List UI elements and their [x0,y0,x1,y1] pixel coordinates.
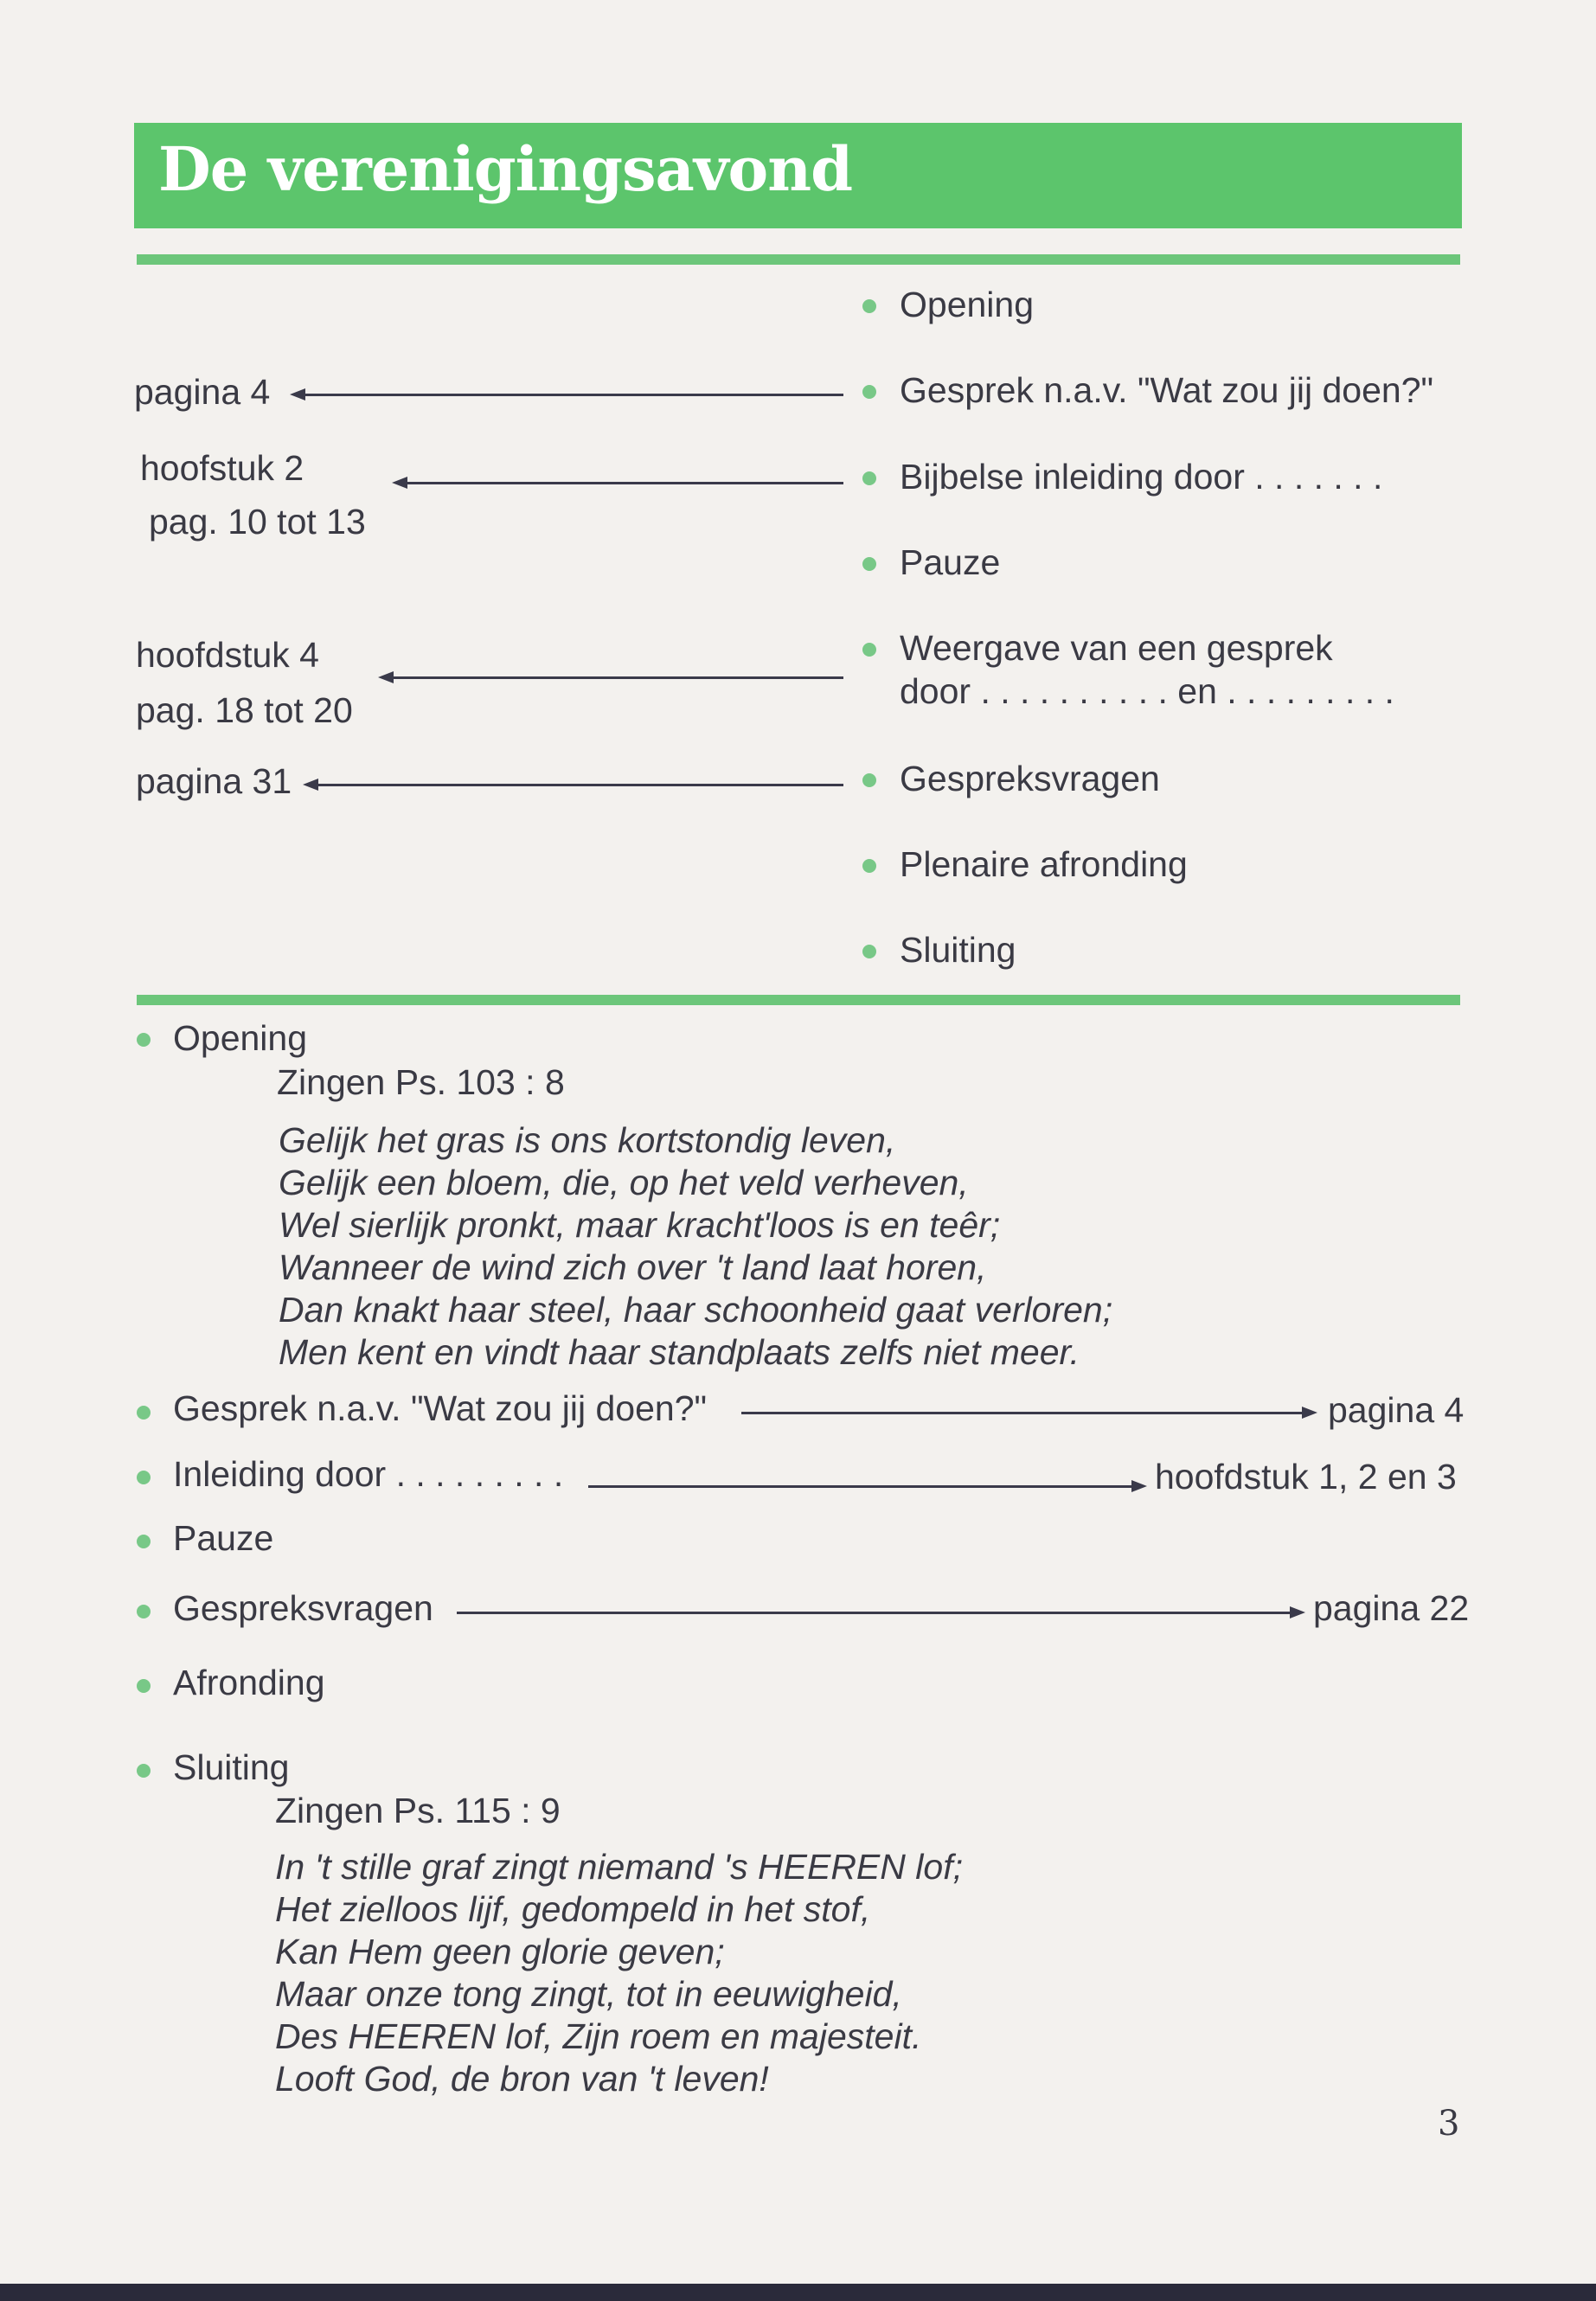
connector-line [303,394,843,396]
connector-line [391,676,843,679]
program-pauze: Pauze [173,1518,274,1558]
ref-pag-18-20: pag. 18 tot 20 [136,690,353,730]
ref-pag-10-13: pag. 10 tot 13 [149,502,366,542]
verse-line: In 't stille graf zingt niemand 's HEEREN lof; [275,1847,963,1887]
bullet-icon [862,471,876,485]
overview-gesprek: Gesprek n.a.v. "Wat zou jij doen?" [900,370,1434,410]
bullet-icon [137,1406,151,1420]
program-sluiting: Sluiting [173,1747,290,1787]
opening-verse [279,1119,1112,1374]
title-banner [134,123,1462,228]
verse-line: Kan Hem geen glorie geven; [275,1932,725,1971]
opening-song: Zingen Ps. 103 : 8 [277,1062,565,1102]
overview-opening: Opening [900,285,1035,324]
bullet-icon [862,773,876,787]
bullet-icon [137,1535,151,1548]
verse-line: Gelijk een bloem, die, op het veld verheven, [279,1163,969,1202]
program-inleiding: Inleiding door . . . . . . . . . [173,1454,564,1494]
bullet-icon [862,557,876,571]
program-gesprek: Gesprek n.a.v. "Wat zou jij doen?" [173,1388,708,1428]
gesprek-ref: pagina 4 [1328,1390,1465,1430]
sluiting-song: Zingen Ps. 115 : 9 [275,1791,561,1830]
ref-hoofdstuk-4: hoofdstuk 4 [136,635,319,675]
divider-top [137,254,1460,265]
verse-line: Het zielloos lijf, gedompeld in het stof, [275,1889,871,1929]
overview-weergave-door: door . . . . . . . . . . en . . . . . . . . . [900,671,1394,711]
overview-sluiting: Sluiting [900,930,1016,970]
program-afronding: Afronding [173,1663,325,1702]
ref-pagina-31: pagina 31 [136,761,292,801]
bullet-icon [862,945,876,958]
sluiting-verse [275,1846,963,2100]
page-bottom-edge [0,2284,1596,2301]
inleiding-ref: hoofdstuk 1, 2 en 3 [1155,1457,1457,1497]
verse-line: Men kent en vindt haar standplaats zelfs niet meer. [279,1332,1080,1372]
bullet-icon [137,1679,151,1693]
bullet-icon [137,1605,151,1618]
arrow-right-icon [1302,1407,1317,1419]
bullet-icon [862,385,876,399]
ref-hoofstuk-2: hoofstuk 2 [140,448,304,488]
overview-plenaire-afronding: Plenaire afronding [900,844,1188,884]
connector-line [405,482,843,484]
overview-pauze: Pauze [900,542,1001,582]
bullet-icon [137,1471,151,1484]
verse-line: Gelijk het gras is ons kortstondig leven, [279,1120,896,1160]
verse-line: Wel sierlijk pronkt, maar kracht'loos is en teêr; [279,1205,1001,1245]
overview-weergave: Weergave van een gesprek [900,628,1333,668]
verse-line: Maar onze tong zingt, tot in eeuwigheid, [275,1974,902,2014]
bullet-icon [862,299,876,313]
connector-line [588,1485,1133,1488]
divider-middle [137,995,1460,1005]
bullet-icon [137,1033,151,1047]
arrow-right-icon [1290,1606,1305,1618]
bullet-icon [862,643,876,657]
bullet-icon [862,859,876,873]
ref-pagina-4: pagina 4 [134,372,271,412]
connector-line [316,784,843,786]
gespreksvragen-ref: pagina 22 [1313,1588,1470,1628]
overview-gespreksvragen: Gespreksvragen [900,759,1160,798]
program-opening: Opening [173,1018,308,1058]
verse-line: Dan knakt haar steel, haar schoonheid gaat verloren; [279,1290,1113,1330]
connector-line [741,1412,1304,1414]
connector-line [457,1612,1292,1614]
verse-line: Wanneer de wind zich over 't land laat horen, [279,1247,987,1287]
verse-line: Looft God, de bron van 't leven! [275,2059,769,2099]
overview-bijbelse-inleiding: Bijbelse inleiding door . . . . . . . [900,457,1383,497]
verse-line: Des HEEREN lof, Zijn roem en majesteit. [275,2016,922,2056]
bullet-icon [137,1764,151,1778]
page-number: 3 [1438,2104,1460,2144]
page-title: De verenigingsavond [158,133,853,205]
program-gespreksvragen: Gespreksvragen [173,1588,433,1628]
arrow-right-icon [1131,1480,1147,1492]
